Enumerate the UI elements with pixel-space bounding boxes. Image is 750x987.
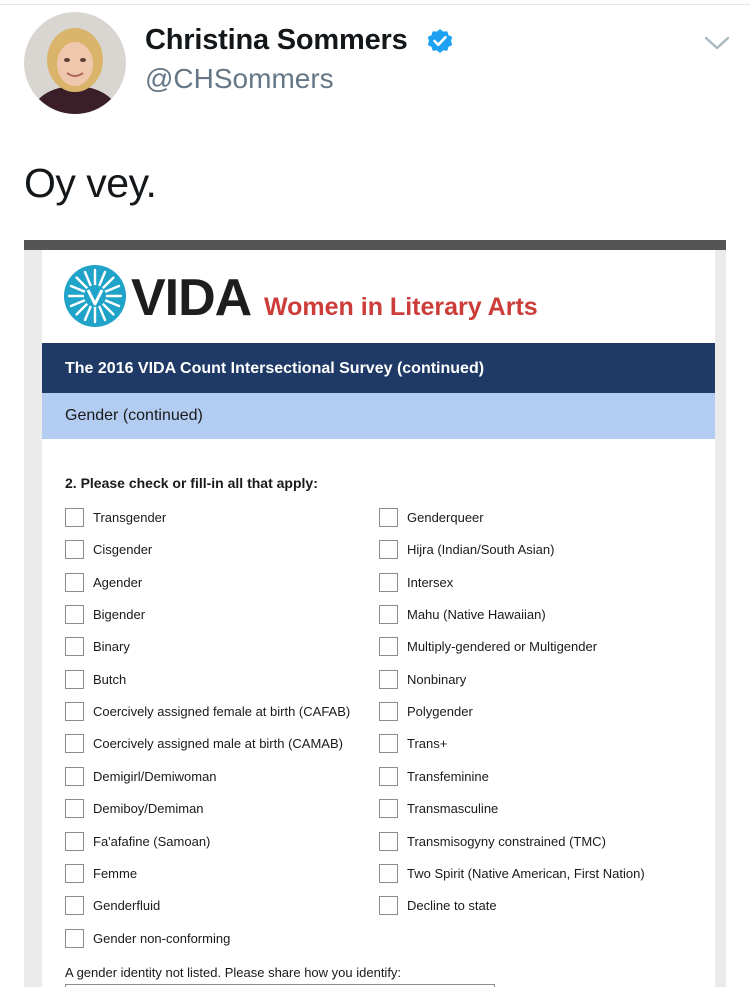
checkbox-label: Binary [93,639,130,654]
checkbox[interactable] [379,734,398,753]
author-name[interactable]: Christina Sommers [145,24,408,56]
checkbox-label: Fa'afafine (Samoan) [93,834,211,849]
checkbox[interactable] [379,799,398,818]
author-handle[interactable]: @CHSommers [145,63,334,94]
checkbox[interactable] [65,540,84,559]
checkbox[interactable] [65,767,84,786]
checkbox[interactable] [65,508,84,527]
section-header-bar [42,393,715,439]
checkbox[interactable] [379,896,398,915]
checkbox-label: Transfeminine [407,769,489,784]
checkbox-label: Intersex [407,575,454,590]
checkbox-label: Demiboy/Demiman [93,801,204,816]
checkbox-label: Transgender [93,510,167,525]
vida-logo-tagline: Women in Literary Arts [264,293,538,321]
avatar[interactable] [24,12,126,114]
checkbox-label: Demigirl/Demiwoman [93,769,217,784]
checkbox-label: Transmisogyny constrained (TMC) [407,834,606,849]
checkbox[interactable] [65,637,84,656]
checkbox-label: Mahu (Native Hawaiian) [407,607,546,622]
chevron-down-icon[interactable] [703,33,731,53]
checkbox-label: Femme [93,866,138,881]
checkbox-label: Trans+ [407,736,448,751]
question-heading: 2. Please check or fill-in all that apply: [65,475,318,491]
checkbox[interactable] [65,896,84,915]
checkbox-label: Genderfluid [93,898,161,913]
verified-badge-icon [426,27,454,55]
vida-logo-word: VIDA [131,269,252,327]
top-divider [0,4,750,5]
vida-logo-icon [63,264,127,328]
checkbox[interactable] [65,929,84,948]
checkbox[interactable] [379,605,398,624]
checkbox-label: Nonbinary [407,672,467,687]
checkbox[interactable] [65,573,84,592]
checkbox[interactable] [379,573,398,592]
survey-title-bar [42,343,715,393]
checkbox[interactable] [379,832,398,851]
checkbox[interactable] [379,864,398,883]
checkbox[interactable] [379,508,398,527]
checkbox-label: Polygender [407,704,473,719]
checkbox-label: Agender [93,575,143,590]
tweet-media-image[interactable] [24,240,726,987]
media-top-bar [24,240,726,250]
checkbox-label: Bigender [93,607,146,622]
survey-sheet [42,250,715,987]
checkbox[interactable] [65,670,84,689]
checkbox[interactable] [65,832,84,851]
checkbox[interactable] [65,605,84,624]
tweet-text: Oy vey. [24,160,157,206]
checkbox[interactable] [65,702,84,721]
checkbox[interactable] [379,670,398,689]
checkbox-label: Two Spirit (Native American, First Nation) [407,866,645,881]
checkbox-label: Genderqueer [407,510,484,525]
checkbox-label: Hijra (Indian/South Asian) [407,542,555,557]
checkbox[interactable] [65,864,84,883]
checkbox-label: Multiply-gendered or Multigender [407,639,598,654]
checkbox-label: Coercively assigned male at birth (CAMAB) [93,736,343,751]
checkbox[interactable] [379,540,398,559]
checkbox[interactable] [65,799,84,818]
checkbox-label: Decline to state [407,898,497,913]
checkbox-label: Butch [93,672,127,687]
other-identity-label: A gender identity not listed. Please share how you identify: [65,965,402,980]
checkbox-label: Coercively assigned female at birth (CAFAB) [93,704,351,719]
survey-title: The 2016 VIDA Count Intersectional Survey (continued) [65,360,485,377]
checkbox-label: Cisgender [93,542,153,557]
checkbox[interactable] [379,702,398,721]
checkbox[interactable] [379,767,398,786]
checkbox[interactable] [65,734,84,753]
checkbox[interactable] [379,637,398,656]
checkbox-label: Transmasculine [407,801,499,816]
section-title: Gender (continued) [65,407,203,424]
checkbox-label: Gender non-conforming [93,931,231,946]
